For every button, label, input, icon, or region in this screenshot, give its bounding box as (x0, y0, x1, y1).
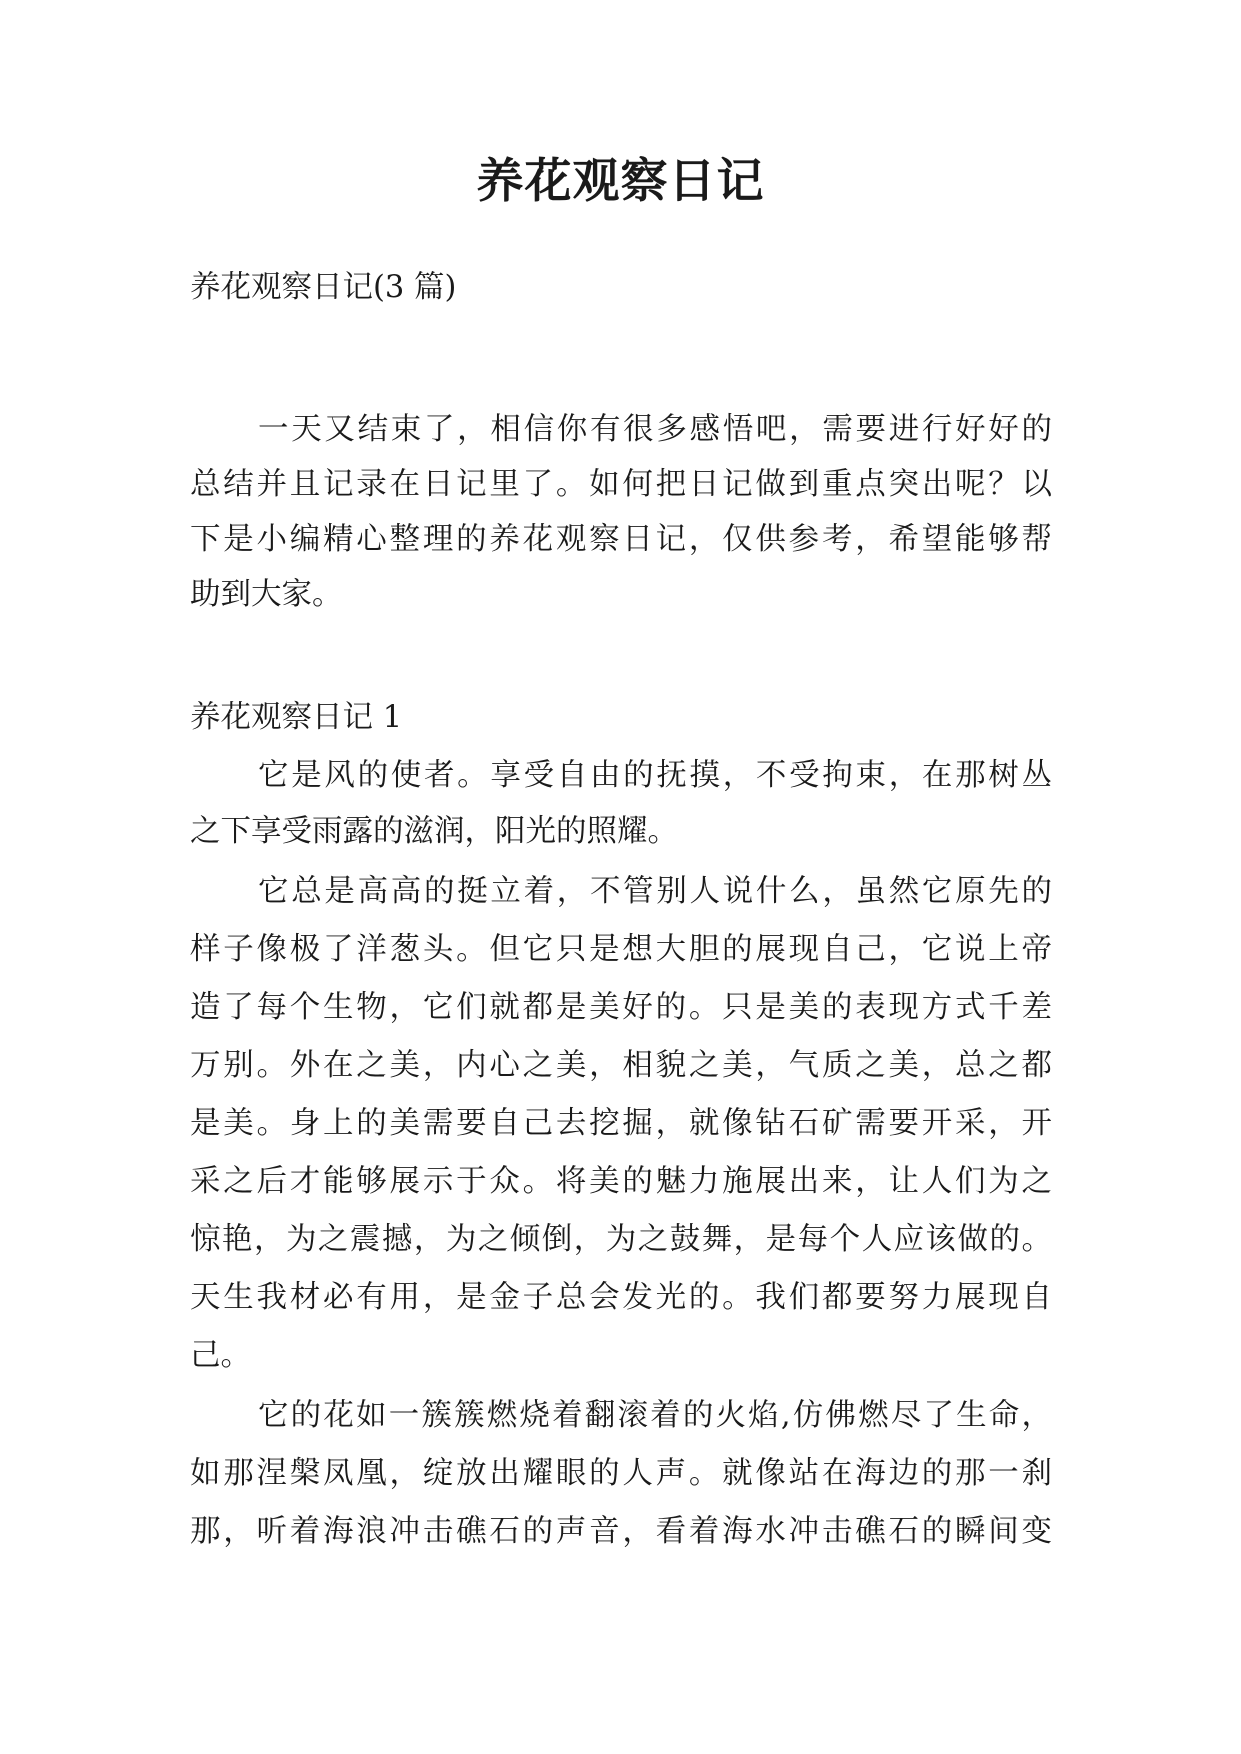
paragraph-line: 如那涅槃凤凰，绽放出耀眼的人声。就像站在海边的那一刹 (190, 1456, 1052, 1491)
paragraph-line: 那，听着海浪冲击礁石的声音，看着海水冲击礁石的瞬间变 (190, 1514, 1052, 1549)
paragraph-line: 总结并且记录在日记里了。如何把日记做到重点突出呢？以 (190, 467, 1052, 502)
paragraph-line: 一天又结束了，相信你有很多感悟吧，需要进行好好的 (258, 412, 1052, 447)
paragraph-line: 它的花如一簇簇燃烧着翻滚着的火焰,仿佛燃尽了生命， (258, 1398, 1052, 1433)
paragraph-line: 是美。身上的美需要自己去挖掘，就像钻石矿需要开采，开 (190, 1106, 1052, 1141)
paragraph-line: 样子像极了洋葱头。但它只是想大胆的展现自己，它说上帝 (190, 932, 1052, 967)
paragraph-line: 惊艳，为之震撼，为之倾倒，为之鼓舞，是每个人应该做的。 (190, 1222, 1052, 1257)
paragraph-line: 己。 (190, 1338, 251, 1373)
paragraph-line: 采之后才能够展示于众。将美的魅力施展出来，让人们为之 (190, 1164, 1052, 1199)
section-heading: 养花观察日记 1 (190, 700, 403, 735)
paragraph-line: 助到大家。 (190, 577, 343, 612)
document-title: 养花观察日记 (476, 154, 765, 209)
paragraph-line: 它是风的使者。享受自由的抚摸，不受拘束，在那树丛 (258, 758, 1052, 793)
paragraph-line: 造了每个生物，它们就都是美好的。只是美的表现方式千差 (190, 990, 1052, 1025)
paragraph-line: 之下享受雨露的滋润，阳光的照耀。 (190, 814, 678, 849)
paragraph-line: 天生我材必有用，是金子总会发光的。我们都要努力展现自 (190, 1280, 1052, 1315)
document-subtitle: 养花观察日记(3 篇) (190, 270, 457, 305)
paragraph-line: 它总是高高的挺立着，不管别人说什么，虽然它原先的 (258, 874, 1052, 909)
paragraph-line: 下是小编精心整理的养花观察日记，仅供参考，希望能够帮 (190, 522, 1052, 557)
paragraph-line: 万别。外在之美，内心之美，相貌之美，气质之美，总之都 (190, 1048, 1052, 1083)
